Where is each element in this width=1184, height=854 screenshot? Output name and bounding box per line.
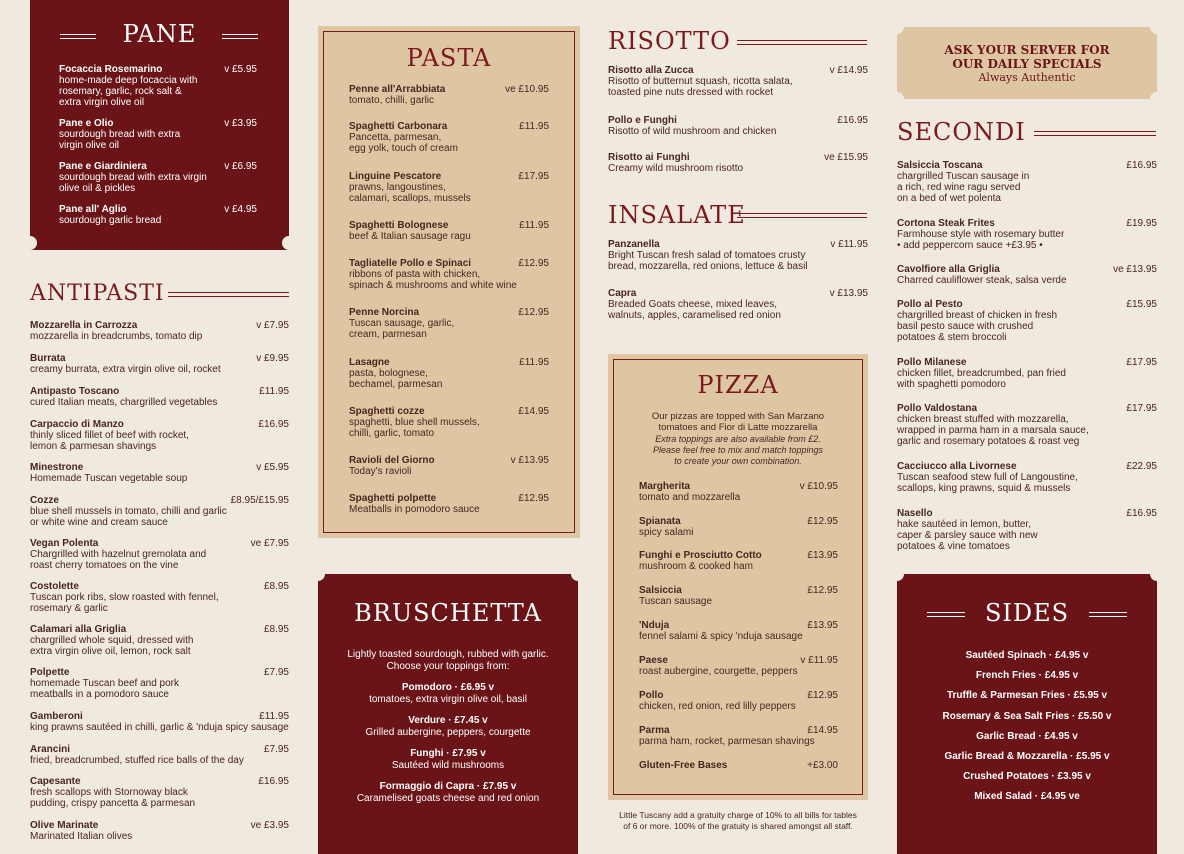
item-name: Parma <box>639 725 670 736</box>
item-price: v £9.95 <box>256 353 289 364</box>
antipasti-menu-item <box>30 495 289 528</box>
item-price: £8.95/£15.95 <box>230 495 289 506</box>
secondi-title: SECONDI <box>897 118 1026 146</box>
antipasti-menu-item <box>30 744 289 766</box>
item-price: v £7.95 <box>256 320 289 331</box>
bruschetta-intro: Lightly toasted sourdough, rubbed with garlic. Choose your toppings from: <box>347 649 549 672</box>
item-price: £16.95 <box>1126 508 1157 519</box>
pizza-title: PIZZA <box>697 371 779 399</box>
item-description: tomato, chilli, garlic <box>349 95 435 106</box>
item-price: ve £15.95 <box>824 152 868 163</box>
item-price: +£3.00 <box>807 760 838 771</box>
pasta-menu-item <box>349 406 549 439</box>
item-description: tomato and mozzarella <box>639 492 741 503</box>
antipasti-menu-item <box>30 419 289 452</box>
insalate-menu-item <box>608 288 868 321</box>
item-description: parma ham, rocket, parmesan shavings <box>639 736 815 747</box>
item-price: v £13.95 <box>510 455 549 466</box>
item-description: chargrilled Tuscan sausage in a rich, red wine ragu served on a bed of wet polenta <box>897 171 1030 204</box>
antipasti-menu-item <box>30 320 289 342</box>
item-name: Cacciucco alla Livornese <box>897 461 1017 472</box>
secondi-menu-item <box>897 403 1157 447</box>
item-name: Salsiccia <box>639 585 682 596</box>
item-name: Olive Marinate <box>30 820 99 831</box>
item-price: £12.95 <box>807 516 838 527</box>
item-price: £17.95 <box>1126 357 1157 368</box>
item-description: Tuscan pork ribs, slow roasted with fennel, rosemary & garlic <box>30 592 219 614</box>
notch <box>890 92 904 106</box>
pizza-panel <box>608 354 868 800</box>
item-description: fried, breadcrumbed, stuffed rice balls of the day <box>30 755 244 766</box>
side-item: Garlic Bread · £4.95 v <box>976 730 1078 742</box>
item-name: Focaccia Rosemarino <box>59 64 163 75</box>
item-price: £11.95 <box>259 711 289 722</box>
item-description: home-made deep focaccia with rosemary, garlic, rock salt & extra virgin olive oil <box>59 75 198 108</box>
item-name: Pane e Giardiniera <box>59 161 147 172</box>
item-price: £7.95 <box>263 744 289 755</box>
pasta-menu-item <box>349 357 549 390</box>
antipasti-menu-item <box>30 581 289 614</box>
item-name: Linguine Pescatore <box>349 171 442 182</box>
item-price: v £11.95 <box>830 239 868 250</box>
pizza-note: Extra toppings are also available from £2. Please feel free to mix and match toppings to create your own combination. <box>652 434 824 466</box>
pane-rule-right <box>222 34 258 39</box>
item-price: £11.95 <box>519 357 549 368</box>
item-price: £22.95 <box>1126 461 1157 472</box>
item-price: £14.95 <box>518 406 549 417</box>
item-name: Minestrone <box>30 462 84 473</box>
item-name: Pane e Olio <box>59 118 114 129</box>
item-description: sourdough bread with extra virgin olive oil <box>59 129 181 151</box>
gratuity-note: Little Tuscany add a gratuity charge of 10% to all bills for tables of 6 or more. 100% of the gratuity is shared amongst all staff. <box>619 810 857 831</box>
item-price: £14.95 <box>807 725 838 736</box>
item-name: Spaghetti polpette <box>349 493 437 504</box>
item-name: Mozzarella in Carrozza <box>30 320 138 331</box>
notch <box>1150 20 1164 34</box>
item-name: Paese <box>639 655 668 666</box>
side-item: Mixed Salad · £4.95 ve <box>974 791 1080 803</box>
antipasti-rule <box>168 292 289 297</box>
risotto-menu-item <box>608 65 868 98</box>
item-name: Spaghetti cozze <box>349 406 425 417</box>
topping-description: tomatoes, extra virgin olive oil, basil <box>369 693 527 705</box>
insalate-rule <box>737 213 867 218</box>
item-name: Lasagne <box>349 357 390 368</box>
pizza-menu-item <box>639 655 838 677</box>
pasta-menu-item <box>349 84 549 106</box>
item-price: £8.95 <box>263 581 289 592</box>
item-description: Risotto of wild mushroom and chicken <box>608 126 777 137</box>
item-price: £13.95 <box>807 550 838 561</box>
item-description: chicken fillet, breadcrumbed, pan fried with spaghetti pomodoro <box>897 368 1066 390</box>
topping-description: Caramelised goats cheese and red onion <box>356 792 540 804</box>
item-price: £7.95 <box>263 667 289 678</box>
pane-menu-item <box>59 204 257 226</box>
notch <box>282 236 296 250</box>
antipasti-menu-item <box>30 538 289 571</box>
item-description: fennel salami & spicy 'nduja sausage <box>639 631 803 642</box>
pasta-menu-item <box>349 307 549 340</box>
item-description: roast aubergine, courgette, peppers <box>639 666 798 677</box>
topping-name: Funghi · £7.95 v <box>410 748 486 759</box>
item-price: v £14.95 <box>829 65 868 76</box>
item-price: £15.95 <box>1126 299 1157 310</box>
item-price: £17.95 <box>1126 403 1157 414</box>
pane-title: PANE <box>122 20 197 48</box>
notch <box>1150 567 1164 581</box>
sides-panel <box>897 574 1157 854</box>
item-description: homemade Tuscan beef and pork meatballs in a pomodoro sauce <box>30 678 179 700</box>
specials-line-2: OUR DAILY SPECIALS <box>952 57 1102 71</box>
item-description: Tuscan sausage <box>639 596 713 607</box>
notch <box>890 20 904 34</box>
pizza-menu-item <box>639 725 838 747</box>
topping-name: Formaggio di Capra · £7.95 v <box>379 781 517 792</box>
item-price: v £5.95 <box>256 462 289 473</box>
pizza-menu-item <box>639 760 838 771</box>
notch <box>890 567 904 581</box>
item-description: Meatballs in pomodoro sauce <box>349 504 480 515</box>
item-description: chargrilled whole squid, dressed with extra virgin olive oil, lemon, rock salt <box>30 635 194 657</box>
item-name: Nasello <box>897 508 933 519</box>
item-name: Arancini <box>30 744 71 755</box>
secondi-menu-item <box>897 264 1157 286</box>
antipasti-menu-item <box>30 776 289 809</box>
item-price: £12.95 <box>807 585 838 596</box>
item-price: £11.95 <box>259 386 289 397</box>
item-description: Breaded Goats cheese, mixed leaves, walnuts, apples, caramelised red onion <box>608 299 781 321</box>
item-description: chargrilled breast of chicken in fresh basil pesto sauce with crushed potatoes & stem broccoli <box>897 310 1058 343</box>
item-price: £16.95 <box>837 115 868 126</box>
risotto-menu-item <box>608 115 868 137</box>
item-description: hake sautéed in lemon, butter, caper & parsley sauce with new potatoes & vine tomatoes <box>897 519 1038 552</box>
item-price: ve £3.95 <box>250 820 289 831</box>
antipasti-menu-item <box>30 820 289 842</box>
side-item: Crushed Potatoes · £3.95 v <box>963 771 1091 783</box>
item-name: Funghi e Prosciutto Cotto <box>639 550 762 561</box>
item-description: prawns, langoustines, calamari, scallops, mussels <box>349 182 471 204</box>
item-name: Pane all' Aglio <box>59 204 127 215</box>
pizza-menu-item <box>639 690 838 712</box>
item-description: mozzarella in breadcrumbs, tomato dip <box>30 331 203 342</box>
pizza-menu-item <box>639 585 838 607</box>
item-description: sourdough garlic bread <box>59 215 162 226</box>
topping-name: Verdure · £7.45 v <box>408 715 488 726</box>
pizza-menu-item <box>639 620 838 642</box>
item-description: spaghetti, blue shell mussels, chilli, garlic, tomato <box>349 417 480 439</box>
side-item: Sautéed Spinach · £4.95 v <box>965 650 1089 661</box>
side-item: Garlic Bread & Mozzarella · £5.95 v <box>944 751 1110 762</box>
item-name: Gluten-Free Bases <box>639 760 728 771</box>
item-name: Spianata <box>639 516 681 527</box>
pane-menu-item <box>59 161 257 194</box>
insalate-menu-item <box>608 239 868 272</box>
item-description: Marinated Italian olives <box>30 831 133 842</box>
item-description: fresh scallops with Stornoway black pudding, crispy pancetta & parmesan <box>30 787 196 809</box>
specials-line-3: Always Authentic <box>978 71 1076 84</box>
item-description: cured Italian meats, chargrilled vegetables <box>30 397 218 408</box>
pasta-menu-item <box>349 121 549 154</box>
item-description: mushroom & cooked ham <box>639 561 753 572</box>
item-name: Salsiccia Toscana <box>897 160 983 171</box>
item-name: Cozze <box>30 495 59 506</box>
bruschetta-title: BRUSCHETTA <box>354 599 542 627</box>
item-price: £12.95 <box>807 690 838 701</box>
item-name: Burrata <box>30 353 66 364</box>
item-description: Pancetta, parmesan, egg yolk, touch of cream <box>349 132 458 154</box>
antipasti-title: ANTIPASTI <box>30 281 165 306</box>
secondi-menu-item <box>897 160 1157 204</box>
item-price: £8.95 <box>263 624 289 635</box>
side-item: French Fries · £4.95 v <box>975 670 1079 682</box>
item-price: £16.95 <box>258 776 289 787</box>
pizza-menu-item <box>639 550 838 572</box>
item-description: chicken breast stuffed with mozzarella, wrapped in parma ham in a marsala sauce, garlic and rosemary potatoes & roast veg <box>897 414 1089 447</box>
item-price: £19.95 <box>1126 218 1157 229</box>
pasta-panel <box>318 26 580 538</box>
item-price: v £6.95 <box>224 161 257 172</box>
item-name: Margherita <box>639 481 691 492</box>
item-description: chicken, red onion, red lilly peppers <box>639 701 796 712</box>
pasta-menu-item <box>349 258 549 291</box>
notch <box>311 567 325 581</box>
item-name: Cortona Steak Frites <box>897 218 995 229</box>
item-description: thinly sliced fillet of beef with rocket, lemon & parmesan shavings <box>30 430 189 452</box>
item-description: Today's ravioli <box>349 466 412 477</box>
pane-panel <box>30 0 289 250</box>
item-description: Bright Tuscan fresh salad of tomatoes crusty bread, mozzarella, red onions, lettuce & basil <box>608 250 808 272</box>
item-name: Antipasto Toscano <box>30 386 120 397</box>
item-description: king prawns sautéed in chilli, garlic & 'nduja spicy sausage <box>30 722 289 733</box>
item-description: creamy burrata, extra virgin olive oil, rocket <box>30 364 221 375</box>
item-price: ve £10.95 <box>505 84 549 95</box>
pane-menu-item <box>59 64 257 108</box>
specials-line-1: ASK YOUR SERVER FOR <box>944 43 1110 57</box>
item-name: Capra <box>608 288 637 299</box>
pasta-menu-item <box>349 493 549 515</box>
specials-banner <box>897 27 1157 99</box>
notch <box>1150 92 1164 106</box>
item-name: Vegan Polenta <box>30 538 99 549</box>
item-name: Pollo Milanese <box>897 357 967 368</box>
item-name: Calamari alla Griglia <box>30 624 127 635</box>
item-description: Tuscan seafood stew full of Langoustine, scallops, king prawns, squid & mussels <box>897 472 1078 494</box>
sides-rule-right <box>1089 612 1127 617</box>
item-description: ribbons of pasta with chicken, spinach & mushrooms and white wine <box>349 269 517 291</box>
item-price: £12.95 <box>518 258 549 269</box>
risotto-menu-item <box>608 152 868 174</box>
topping-name: Pomodoro · £6.95 v <box>401 682 495 693</box>
topping-description: Sautéed wild mushrooms <box>391 759 505 771</box>
item-name: Pollo Valdostana <box>897 403 978 414</box>
item-price: v £5.95 <box>224 64 257 75</box>
pizza-menu-item <box>639 481 838 503</box>
bruschetta-topping <box>318 715 578 738</box>
item-price: ve £7.95 <box>250 538 289 549</box>
item-price: £13.95 <box>807 620 838 631</box>
item-description: Creamy wild mushroom risotto <box>608 163 744 174</box>
item-description: pasta, bolognese, bechamel, parmesan <box>349 368 443 390</box>
topping-description: Grilled aubergine, peppers, courgette <box>365 726 531 738</box>
bruschetta-topping <box>318 682 578 705</box>
item-description: beef & Italian sausage ragu <box>349 231 471 242</box>
item-name: Penne Norcina <box>349 307 420 318</box>
item-price: v £11.95 <box>800 655 838 666</box>
antipasti-menu-item <box>30 667 289 700</box>
item-description: Farmhouse style with rosemary butter • add peppercorn sauce +£3.95 • <box>897 229 1065 251</box>
notch <box>571 567 585 581</box>
pizza-menu-item <box>639 516 838 538</box>
item-price: £12.95 <box>518 307 549 318</box>
secondi-menu-item <box>897 357 1157 390</box>
item-price: v £3.95 <box>224 118 257 129</box>
item-price: £17.95 <box>518 171 549 182</box>
item-name: Pollo e Funghi <box>608 115 677 126</box>
item-price: £11.95 <box>519 121 549 132</box>
item-name: Ravioli del Giorno <box>349 455 435 466</box>
item-price: v £10.95 <box>799 481 838 492</box>
item-name: Costolette <box>30 581 79 592</box>
side-item: Truffle & Parmesan Fries · £5.95 v <box>946 690 1108 702</box>
item-name: Panzanella <box>608 239 660 250</box>
secondi-menu-item <box>897 508 1157 552</box>
item-price: £11.95 <box>519 220 549 231</box>
item-name: Pollo al Pesto <box>897 299 963 310</box>
item-name: Penne all'Arrabbiata <box>349 84 446 95</box>
item-name: Carpaccio di Manzo <box>30 419 124 430</box>
item-description: spicy salami <box>639 527 694 538</box>
item-name: Capesante <box>30 776 81 787</box>
antipasti-menu-item <box>30 386 289 408</box>
item-name: Pollo <box>639 690 664 701</box>
notch <box>23 236 37 250</box>
item-name: Gamberoni <box>30 711 83 722</box>
item-price: ve £13.95 <box>1113 264 1157 275</box>
item-description: Tuscan sausage, garlic, cream, parmesan <box>349 318 455 340</box>
item-price: v £13.95 <box>829 288 868 299</box>
item-name: Risotto ai Funghi <box>608 152 690 163</box>
item-description: Risotto of butternut squash, ricotta salata, toasted pine nuts dressed with rocket <box>608 76 793 98</box>
bruschetta-topping <box>318 781 578 804</box>
pasta-menu-item <box>349 455 549 477</box>
secondi-menu-item <box>897 299 1157 343</box>
item-name: 'Nduja <box>639 620 670 631</box>
item-description: Homemade Tuscan vegetable soup <box>30 473 188 484</box>
antipasti-menu-item <box>30 462 289 484</box>
pane-menu-item <box>59 118 257 151</box>
item-description: sourdough bread with extra virgin olive oil & pickles <box>59 172 207 194</box>
item-description: Charred cauliflower steak, salsa verde <box>897 275 1067 286</box>
item-name: Spaghetti Carbonara <box>349 121 448 132</box>
secondi-rule <box>1034 131 1156 136</box>
antipasti-menu-item <box>30 624 289 657</box>
item-name: Spaghetti Bolognese <box>349 220 449 231</box>
pizza-intro: Our pizzas are topped with San Marzano tomatoes and Fior di Latte mozzarella <box>651 411 825 433</box>
item-name: Cavolfiore alla Griglia <box>897 264 1000 275</box>
item-price: £16.95 <box>258 419 289 430</box>
item-price: £16.95 <box>1126 160 1157 171</box>
item-name: Risotto alla Zucca <box>608 65 694 76</box>
bruschetta-topping <box>318 748 578 771</box>
item-name: Polpette <box>30 667 70 678</box>
risotto-rule <box>737 40 867 45</box>
antipasti-menu-item <box>30 353 289 375</box>
pasta-menu-item <box>349 171 549 204</box>
side-item: Rosemary & Sea Salt Fries · £5.50 v <box>942 710 1112 722</box>
antipasti-menu-item <box>30 711 289 733</box>
secondi-menu-item <box>897 461 1157 494</box>
risotto-title: RISOTTO <box>608 27 731 55</box>
item-price: v £4.95 <box>224 204 257 215</box>
item-description: Chargrilled with hazelnut gremolata and roast cherry tomatoes on the vine <box>30 549 207 571</box>
bruschetta-panel <box>318 574 578 854</box>
pasta-title: PASTA <box>406 44 492 72</box>
sides-title: SIDES <box>984 599 1070 627</box>
insalate-title: INSALATE <box>608 201 746 229</box>
item-name: Tagliatelle Pollo e Spinaci <box>349 258 472 269</box>
secondi-menu-item <box>897 218 1157 251</box>
pasta-menu-item <box>349 220 549 242</box>
item-description: blue shell mussels in tomato, chilli and garlic or white wine and cream sauce <box>30 506 227 528</box>
item-price: £12.95 <box>518 493 549 504</box>
